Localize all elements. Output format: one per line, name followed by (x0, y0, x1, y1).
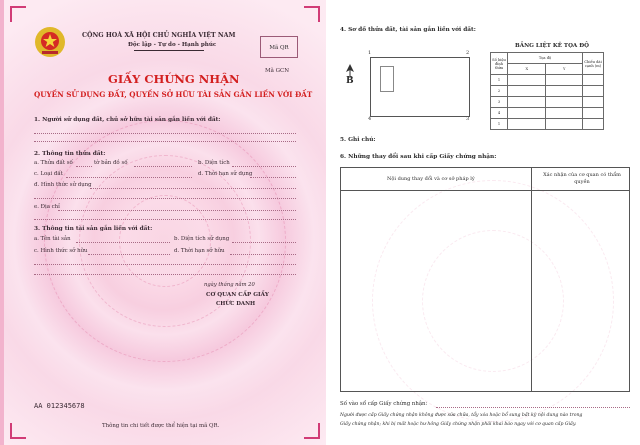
coord-point: 2 (491, 86, 508, 97)
area-label: b. Diện tích (198, 160, 230, 166)
coord-row (491, 108, 604, 119)
ownership-term-label: d. Thời hạn sở hữu (174, 248, 225, 254)
coord-point: 3 (491, 97, 508, 108)
fill-line (90, 188, 296, 189)
changes-header-content: Nội dung thay đổi và cơ sở pháp lý (387, 176, 475, 182)
asset-name-label: a. Tên tài sản (34, 236, 71, 242)
corner-2: 2 (466, 50, 470, 56)
qr-footnote: Thông tin chi tiết được thể hiện tại mã QR. (102, 423, 220, 429)
coord-header-x: X (508, 64, 546, 75)
fill-line (34, 133, 296, 134)
header-divider (341, 190, 629, 191)
fill-line (58, 210, 296, 211)
fill-line (232, 166, 296, 167)
address-label: e. Địa chỉ (34, 204, 60, 210)
changes-table (340, 167, 630, 392)
corner-3: 3 (466, 116, 470, 122)
coord-point: 1 (491, 119, 508, 130)
north-arrow-label: B (346, 76, 354, 86)
coord-point: 4 (491, 108, 508, 119)
fill-line (66, 177, 192, 178)
ownership-form-label: c. Hình thức sở hữu (34, 248, 88, 254)
coord-row (491, 119, 604, 130)
coord-header-y: Y (546, 64, 583, 75)
section-6-heading: 6. Những thay đổi sau khi cấp Giấy chứng nhận: (340, 154, 497, 160)
certificate-subtitle: QUYỀN SỬ DỤNG ĐẤT, QUYỀN SỞ HỮU TÀI SẢN GẮN LIỀN VỚI ĐẤT (34, 90, 313, 99)
usage-form-label: đ. Hình thức sử dụng (34, 182, 92, 188)
frame-corner-tl (10, 6, 26, 22)
national-emblem-icon (34, 26, 66, 58)
fill-line (34, 141, 296, 142)
fill-line (34, 219, 296, 220)
coord-row (491, 97, 604, 108)
frame-corner-tr (304, 6, 320, 22)
land-type-label: c. Loại đất (34, 171, 63, 177)
corner-1: 1 (368, 50, 372, 56)
issue-date: ngày tháng năm 20 (204, 282, 255, 288)
gcn-label: Mã GCN (265, 68, 290, 74)
map-sheet-label: tờ bản đồ số (94, 160, 128, 166)
certificate-title: GIẤY CHỨNG NHẬN (108, 72, 240, 86)
fill-line (34, 264, 296, 265)
changes-header-confirm: Xác nhận của cơ quan có thẩm quyền (543, 172, 621, 185)
coord-row (491, 86, 604, 97)
fill-line (76, 242, 170, 243)
asset-footprint (380, 66, 394, 92)
column-divider (531, 168, 532, 391)
coordinate-table (490, 52, 604, 130)
coord-header-point: Số hiệu đỉnh thửa (491, 53, 508, 75)
qr-label: Mã QR (269, 45, 289, 51)
fill-line (134, 166, 192, 167)
coord-row (491, 75, 604, 86)
header-line1: CỘNG HOÀ XÃ HỘI CHỦ NGHĨA VIỆT NAM (82, 32, 236, 39)
warning-line-2: Giấy chứng nhận; khi bị mất hoặc hư hỏng Giấy chứng nhận phải khai báo ngay với cơ quan cấp Giấy. (340, 422, 577, 427)
registry-number-label: Số vào sổ cấp Giấy chứng nhận: (340, 401, 428, 407)
usage-term-label: d. Thời hạn sử dụng (198, 171, 253, 177)
signer-position: CHỨC DANH (216, 301, 256, 307)
fill-line (34, 274, 296, 275)
header-line2: Độc lập - Tự do - Hạnh phúc (128, 42, 217, 48)
section-3-heading: 3. Thông tin tài sản gắn liền với đất: (34, 226, 153, 232)
coord-point: 1 (491, 75, 508, 86)
issuing-agency: CƠ QUAN CẤP GIẤY (206, 292, 269, 298)
fill-line (436, 407, 630, 408)
coord-header-length: Chiều dài cạnh (m) (583, 53, 604, 75)
qr-box (260, 36, 298, 58)
warning-line-1: Người được cấp Giấy chứng nhận không được sửa chữa, tẩy xóa hoặc bổ sung bất kỳ nội dung nào trong (340, 413, 583, 418)
fill-line (250, 177, 296, 178)
section-2-heading: 2. Thông tin thửa đất: (34, 151, 106, 157)
corner-4: 4 (368, 116, 372, 122)
parcel-number-label: a. Thửa đất số (34, 160, 73, 166)
serial-number: AA 012345678 (34, 402, 85, 410)
section-5-heading: 5. Ghi chú: (340, 137, 376, 143)
section-4-heading: 4. Sơ đồ thửa đất, tài sản gắn liền với đất: (340, 27, 476, 33)
certificate-back-page (332, 0, 640, 445)
coord-header-coord: Tọa độ (508, 53, 583, 64)
fill-line (88, 254, 170, 255)
fill-line (76, 166, 92, 167)
frame-corner-br (304, 423, 320, 439)
fill-line (34, 198, 296, 199)
section-1-heading: 1. Người sử dụng đất, chủ sở hữu tài sản gắn liền với đất: (34, 117, 221, 123)
usage-area-label: b. Diện tích sử dụng (174, 236, 230, 242)
frame-corner-bl (10, 423, 26, 439)
header-underline (134, 50, 204, 51)
coord-table-title: BẢNG LIỆT KÊ TỌA ĐỘ (515, 43, 589, 49)
fill-line (232, 242, 296, 243)
north-arrow-icon (346, 64, 354, 78)
fill-line (230, 254, 296, 255)
